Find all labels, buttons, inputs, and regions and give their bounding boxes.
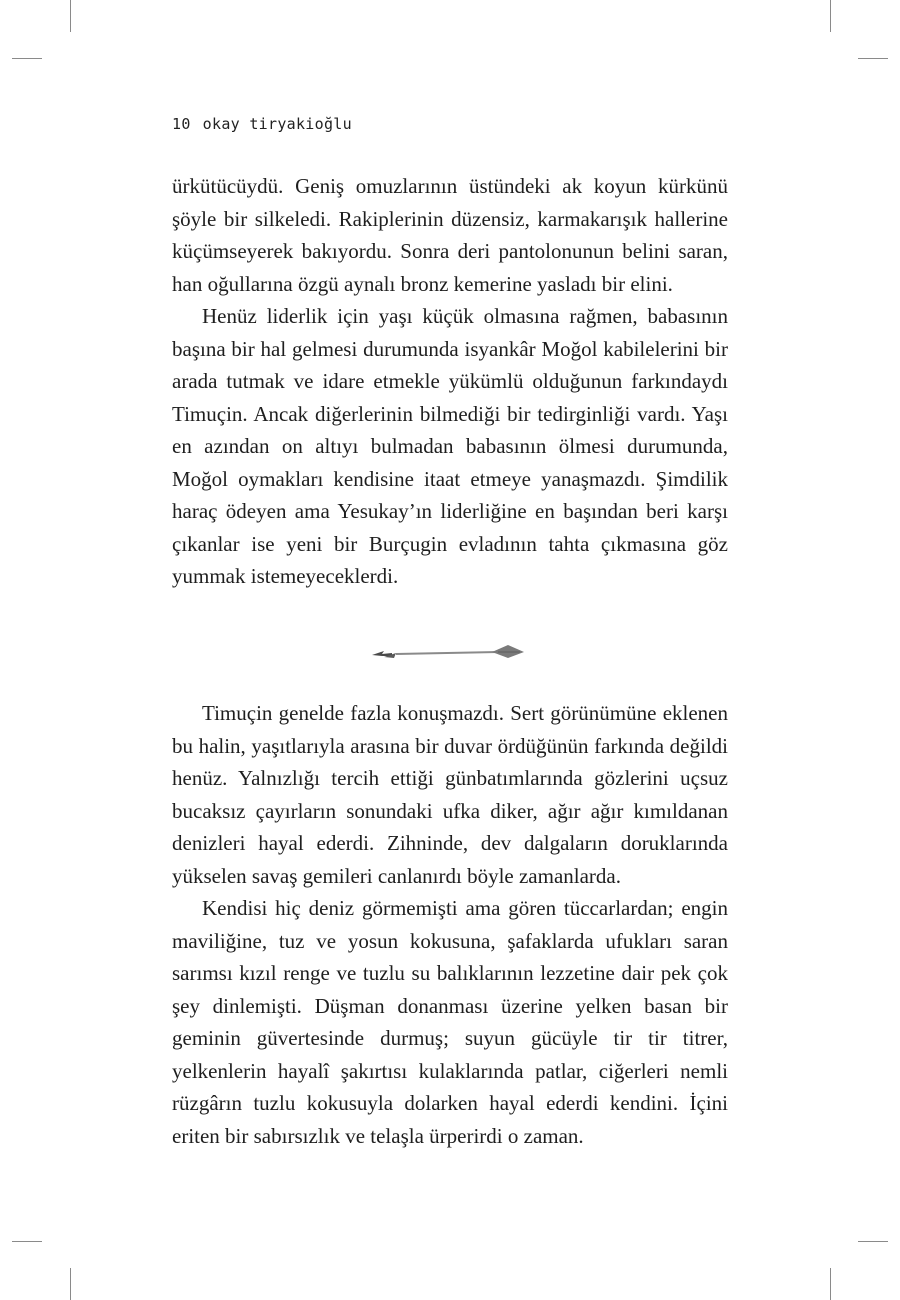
section-1 bbox=[172, 170, 728, 593]
paragraph: ürkütücüydü. Geniş omuzlarının üstündeki ak koyun kürkünü şöyle bir silkeledi. Rakiplerinin düzensiz, karmakarışık hallerine küçümseyerek bakıyordu. Sonra deri pantolonunun belini saran, han oğullarına özgü aynalı bronz kemerine yasladı bir elini. bbox=[172, 174, 728, 296]
crop-mark-bottom-right bbox=[830, 1268, 831, 1300]
running-title: okay tiryakioğlu bbox=[202, 115, 352, 133]
paragraph: Timuçin genelde fazla konuşmazdı. Sert görünümüne eklenen bu halin, yaşıtlarıyla arasına bir duvar ördüğünün farkında değildi henüz. Yalnızlığı tercih ettiği günbatımlarında gözlerini uçsuz bucaksız çayırların sonundaki ufka diker, ağır ağır kımıldanan denizleri hayal ederdi. Zihninde, dev dalgaların doruklarında yükselen savaş gemileri canlanırdı böyle zamanlarda. bbox=[172, 701, 728, 888]
paragraph: Henüz liderlik için yaşı küçük olmasına rağmen, babasının başına bir hal gelmesi durumunda isyankâr Moğol kabilelerini bir arada tutmak ve idare etmekle yükümlü olduğunun farkındaydı Timuçin. Ancak diğerlerinin bilmediği bir tedirginliği vardı. Yaşı en azından on altıyı bulmadan babasının ölmesi durumunda, Moğol oymakları kendisine itaat etmeye yanaşmazdı. Şimdilik haraç ödeyen ama Yesukay’ın liderliğine en başından beri karşı çıkanlar ise yeni bir Burçugin evladının tahta çıkmasına göz yummak istemeyeceklerdi. bbox=[172, 304, 728, 588]
crop-mark-left-upper bbox=[12, 58, 42, 59]
running-header bbox=[172, 115, 352, 133]
crop-mark-top-left bbox=[70, 0, 71, 32]
crop-mark-top-right bbox=[830, 0, 831, 32]
section-2 bbox=[172, 697, 728, 1152]
page-number: 10 bbox=[172, 115, 191, 133]
crop-mark-right-lower bbox=[858, 1241, 888, 1242]
paragraph: Kendisi hiç deniz görmemişti ama gören tüccarlardan; engin maviliğine, tuz ve yosun kokusuna, şafaklarda ufukları saran sarımsı kızıl renge ve tuzlu su balıklarının lezzetine dair pek çok şey dinlemişti. Düşman donanması üzerine yelken basan bir geminin güvertesinde durmuş; suyun gücüyle tir tir titrer, yelkenlerin hayalî şakırtısı kulaklarında patlar, ciğerleri nemli rüzgârın tuzlu kokusuyla dolarken hayal ederdi kendini. İçini eriten bir sabırsızlık ve telaşla ürperirdi o zaman. bbox=[172, 896, 728, 1148]
crop-mark-left-lower bbox=[12, 1241, 42, 1242]
crop-mark-bottom-left bbox=[70, 1268, 71, 1300]
crop-mark-right-upper bbox=[858, 58, 888, 59]
arrow-icon bbox=[370, 640, 525, 666]
